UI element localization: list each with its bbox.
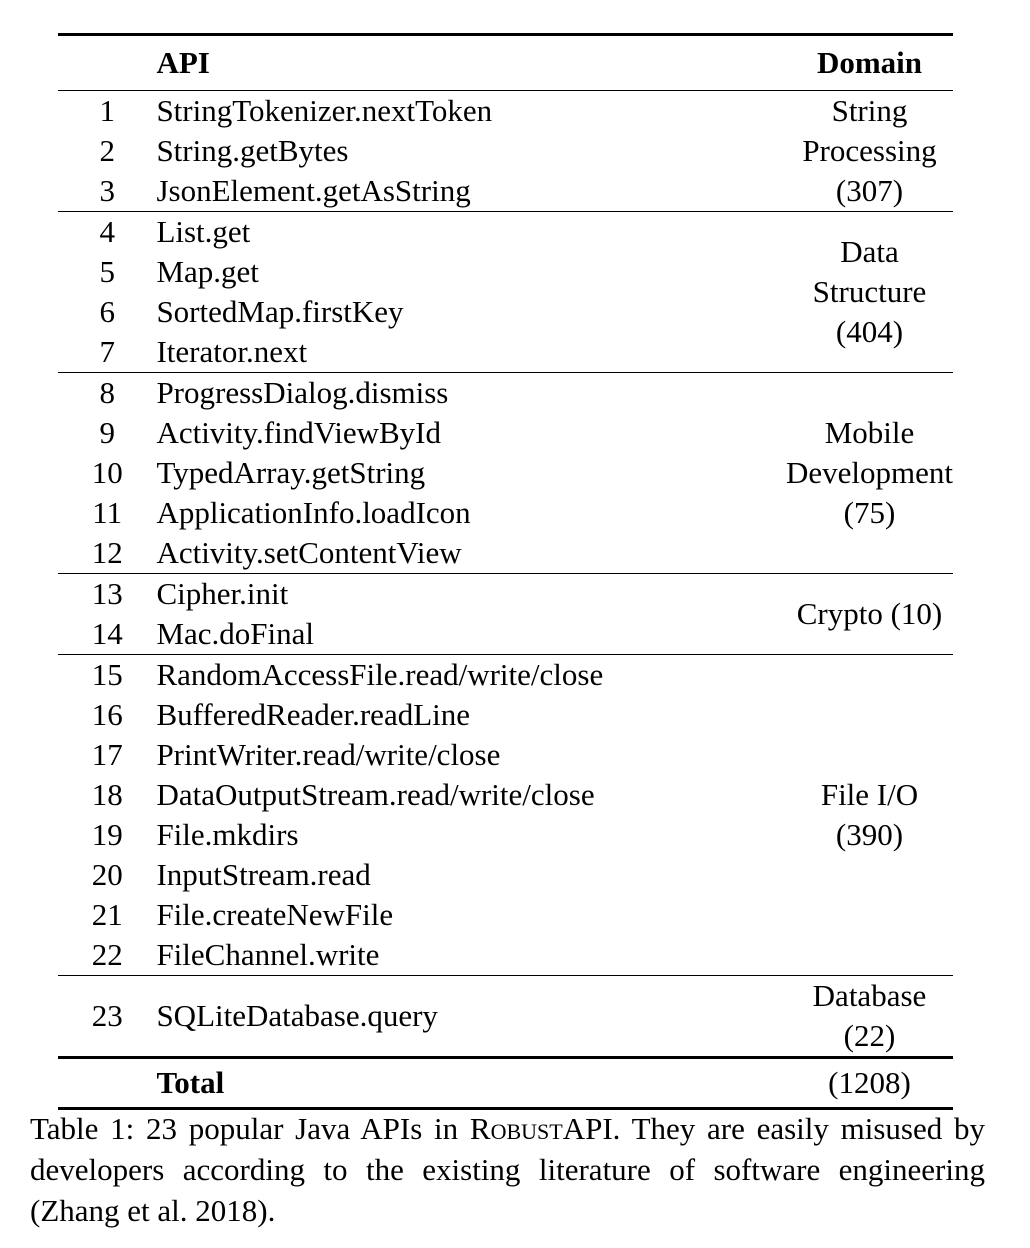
row-number: 7 xyxy=(99,334,115,369)
row-number: 20 xyxy=(91,857,123,892)
domain-cell xyxy=(786,976,953,1058)
domain-label-line: String xyxy=(831,93,908,128)
header-domain: Domain xyxy=(786,35,953,91)
total-value: (1208) xyxy=(786,1058,953,1109)
row-number: 4 xyxy=(58,212,156,253)
api-name: SQLiteDatabase.query xyxy=(156,976,786,1058)
caption-system-name: RobustAPI xyxy=(469,1111,613,1146)
table-row xyxy=(58,91,953,132)
domain-label-line: Database (22) xyxy=(812,978,927,1053)
header-api: API xyxy=(156,35,786,91)
total-num-cell xyxy=(58,1058,156,1109)
api-name: Cipher.init xyxy=(156,574,786,615)
domain-label-line: Data xyxy=(840,234,899,269)
api-name: DataOutputStream.read/write/close xyxy=(156,777,595,812)
api-name: Activity.findViewById xyxy=(156,415,441,450)
api-name: Activity.setContentView xyxy=(156,535,462,570)
domain-label-line: File I/O (390) xyxy=(820,777,919,852)
row-number: 18 xyxy=(91,777,123,812)
row-number: 1 xyxy=(58,91,156,132)
table-caption xyxy=(30,1108,985,1231)
table-header xyxy=(58,35,953,91)
domain-cell xyxy=(786,655,953,976)
domain-label-line: Crypto (10) xyxy=(796,596,943,631)
api-table-container xyxy=(58,33,953,1110)
row-number: 21 xyxy=(91,897,123,932)
api-name: StringTokenizer.nextToken xyxy=(156,91,786,132)
api-name: File.mkdirs xyxy=(156,817,299,852)
table-footer xyxy=(58,1058,953,1109)
domain-cell xyxy=(786,574,953,655)
api-name: TypedArray.getString xyxy=(156,455,426,490)
api-name: FileChannel.write xyxy=(156,937,380,972)
table-row xyxy=(58,574,953,615)
api-name: InputStream.read xyxy=(156,857,371,892)
domain-label-line: (307) xyxy=(835,173,904,208)
domain-cell xyxy=(786,373,953,574)
domain-label-line: Mobile xyxy=(824,415,915,450)
row-number: 14 xyxy=(91,616,123,651)
caption-prefix: Table 1: 23 popular Java APIs in xyxy=(30,1111,470,1146)
api-name: ApplicationInfo.loadIcon xyxy=(156,495,471,530)
domain-label-line: (404) xyxy=(835,314,904,349)
api-name: PrintWriter.read/write/close xyxy=(156,737,501,772)
table-row xyxy=(58,373,953,414)
api-name: ProgressDialog.dismiss xyxy=(156,373,786,414)
api-name: SortedMap.firstKey xyxy=(156,294,404,329)
row-number: 13 xyxy=(58,574,156,615)
api-name: List.get xyxy=(156,212,786,253)
domain-label-line: (75) xyxy=(843,495,896,530)
row-number: 23 xyxy=(58,976,156,1058)
row-number: 17 xyxy=(91,737,123,772)
row-number: 12 xyxy=(91,535,123,570)
row-number: 19 xyxy=(91,817,123,852)
domain-label-line: Development xyxy=(785,455,953,490)
api-name: Map.get xyxy=(156,254,259,289)
row-number: 15 xyxy=(58,655,156,696)
header-row xyxy=(58,35,953,91)
api-name: File.createNewFile xyxy=(156,897,394,932)
table-row xyxy=(58,655,953,696)
total-label: Total xyxy=(156,1058,786,1109)
table-body xyxy=(58,91,953,1058)
row-number: 6 xyxy=(99,294,115,329)
row-number: 10 xyxy=(91,455,123,490)
total-row xyxy=(58,1058,953,1109)
row-number: 9 xyxy=(99,415,115,450)
api-table xyxy=(58,33,953,1110)
caption-suffix: . They are easily misused by developers according to the existing literature of software engineering (Zhang et al. 2018). xyxy=(30,1111,985,1228)
header-num xyxy=(58,35,156,91)
api-name: Iterator.next xyxy=(156,334,308,369)
api-name: BufferedReader.readLine xyxy=(156,697,471,732)
table-row xyxy=(58,976,953,1058)
row-number: 3 xyxy=(99,173,115,208)
api-name: Mac.doFinal xyxy=(156,616,314,651)
domain-label-line: Processing xyxy=(802,133,937,168)
row-number: 2 xyxy=(99,133,115,168)
api-name: JsonElement.getAsString xyxy=(156,173,471,208)
row-number: 22 xyxy=(91,937,123,972)
api-name: RandomAccessFile.read/write/close xyxy=(156,655,786,696)
row-number: 16 xyxy=(91,697,123,732)
domain-cell xyxy=(786,91,953,212)
api-name: String.getBytes xyxy=(156,133,349,168)
table-row xyxy=(58,212,953,253)
row-number: 5 xyxy=(99,254,115,289)
domain-label-line: Structure xyxy=(812,274,927,309)
domain-cell xyxy=(786,212,953,373)
row-number: 8 xyxy=(58,373,156,414)
row-number: 11 xyxy=(92,495,123,530)
